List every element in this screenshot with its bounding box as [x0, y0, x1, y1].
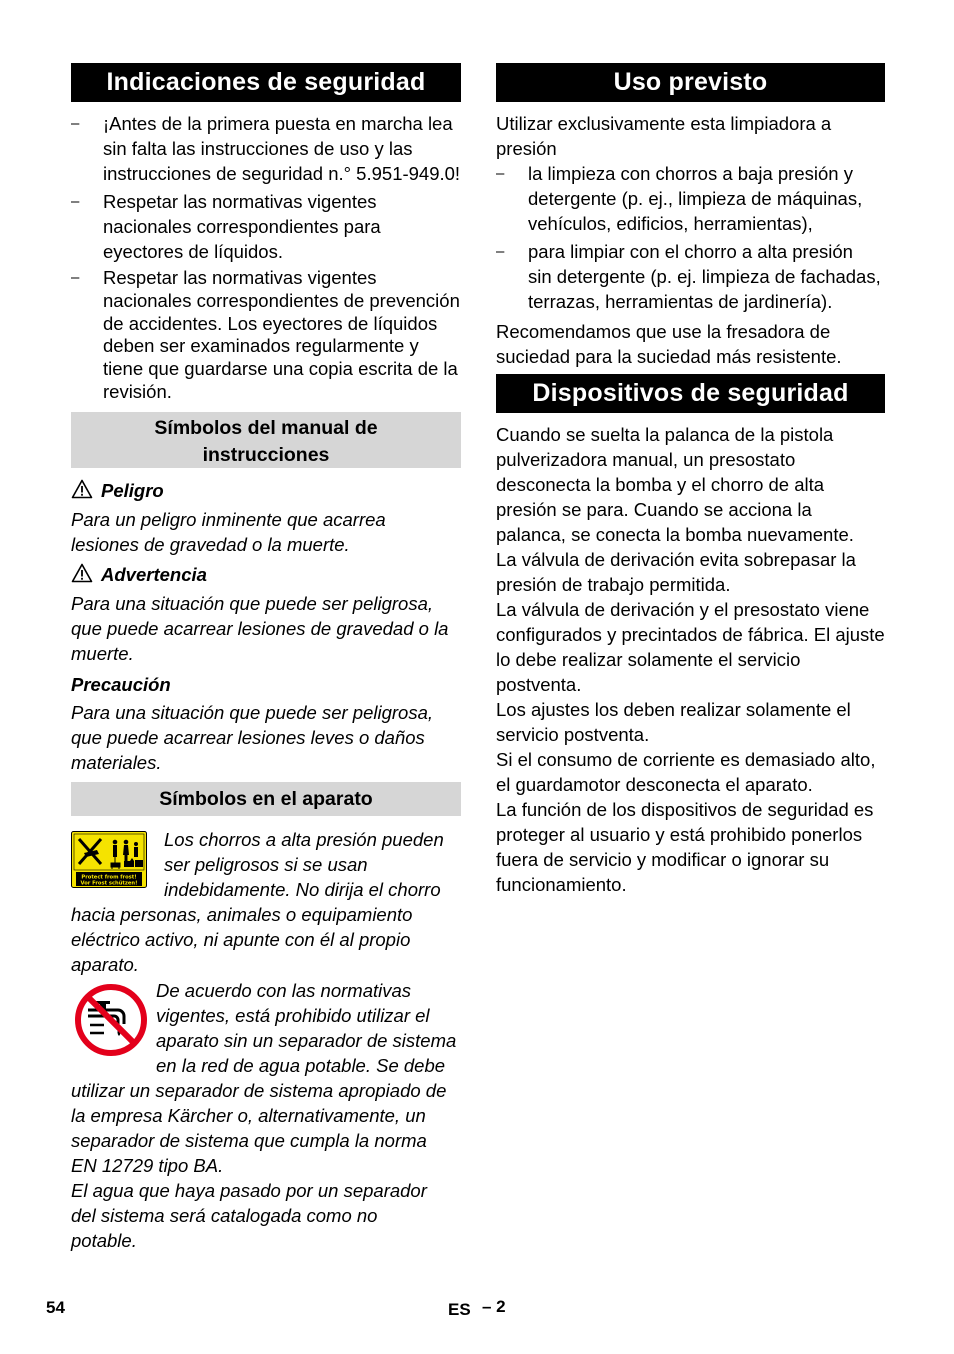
no-drinking-water-icon	[74, 983, 148, 1057]
symbols-device-heading: Símbolos en el aparato	[71, 782, 461, 816]
paragraph: La válvula de derivación y el presostato viene configurados y precintados de fábrica. El ajuste lo debe realizar solamente el servicio postventa.	[496, 599, 885, 695]
page-number: 54	[46, 1298, 65, 1317]
right-column	[496, 63, 885, 897]
list-item: – la limpieza con chorros a baja presión y detergente (p. ej., limpieza de máquinas, vehículos, edificios, herramientas),	[496, 161, 885, 236]
caution-text: Para una situación que puede ser peligrosa, que puede acarrear lesiones leves o daños materiales.	[71, 701, 434, 773]
danger-text: Para un peligro inminente que acarrea lesiones de gravedad o la muerte.	[71, 508, 386, 555]
recommendation-text: Recomendamos que use la fresadora de suciedad para la suciedad más resistente.	[496, 321, 842, 367]
warning-text: Para una situación que puede ser peligrosa, que puede acarrear lesiones de gravedad o la muerte.	[71, 592, 449, 664]
safety-devices-heading: Dispositivos de seguridad	[496, 374, 885, 413]
warning-triangle-icon	[71, 479, 93, 499]
list-item: – Respetar las normativas vigentes nacionales correspondientes de prevención de accidentes. Los eyectores de líquidos deben ser examinados regularmente y tiene que guardarse una copia escrita de la revisión.	[71, 267, 461, 404]
danger-block	[71, 478, 461, 557]
danger-title-line	[71, 478, 461, 503]
safety-list	[71, 111, 461, 404]
separator-text: De acuerdo con las normativas vigentes, está prohibido utilizar el aparato sin un separador de sistema en la red de agua potable. Se debe utilizar un separador de sistema apropiado de la empresa Kärcher o, alternativamente, un separador de sistema que cumpla la norma EN 12729 tipo BA.	[71, 979, 457, 1176]
intended-use-list	[496, 161, 885, 314]
caution-block	[71, 672, 461, 775]
section-page-label: – 2	[482, 1297, 506, 1316]
frost-label-icon	[71, 831, 147, 888]
list-item: – ¡Antes de la primera puesta en marcha lea sin falta las instrucciones de uso y las instrucciones de seguridad n.° 5.951-949.0!	[71, 111, 461, 186]
label-line1: Protect from frost!	[81, 874, 137, 881]
warning-triangle-icon	[71, 563, 93, 583]
safety-devices-body	[496, 422, 885, 897]
warning-block	[71, 562, 461, 666]
list-item: – para limpiar con el chorro a alta presión sin detergente (p. ej. limpieza de fachadas, terrazas, herramientas de jardinería).	[496, 239, 885, 314]
caution-title: Precaución	[71, 673, 171, 695]
left-column	[71, 63, 461, 1253]
language-code: ES	[448, 1300, 471, 1319]
paragraph: Los ajustes los deben realizar solamente el servicio postventa.	[496, 699, 851, 745]
symbols-manual-heading: Símbolos del manual de instrucciones	[71, 412, 461, 468]
paragraph: La válvula de derivación evita sobrepasar la presión de trabajo permitida.	[496, 549, 856, 595]
list-item: – Respetar las normativas vigentes nacionales correspondientes para eyectores de líquidos.	[71, 189, 461, 264]
water-text: El agua que haya pasado por un separador del sistema será catalogada como no potable.	[71, 1179, 427, 1251]
device-symbols-body	[71, 827, 461, 1253]
warning-title: Advertencia	[101, 563, 207, 585]
safety-heading: Indicaciones de seguridad	[71, 63, 461, 102]
jet-warning-text: Los chorros a alta presión pueden ser peligrosos si se usan indebidamente. No dirija el chorro hacia personas, animales o equipamiento eléctrico activo, ni apunte con él al propio aparato.	[71, 828, 444, 975]
paragraph: Si el consumo de corriente es demasiado alto, el guardamotor desconecta el aparato.	[496, 749, 876, 795]
paragraph: La función de los dispositivos de seguridad es proteger al usuario y está prohibido ponerlos fuera de servicio y modificar o ignorar su funcionamiento.	[496, 799, 874, 895]
intended-use-heading: Uso previsto	[496, 63, 885, 102]
intended-use-intro: Utilizar exclusivamente esta limpiadora a presión	[496, 113, 832, 159]
label-line2: Vor Frost schützen!	[80, 880, 138, 887]
danger-title: Peligro	[101, 479, 164, 501]
paragraph: Cuando se suelta la palanca de la pistola pulverizadora manual, un presostato desconecta la bomba y el chorro de alta presión se para. Cuando se acciona la palanca, se conecta la bomba nuevamente.	[496, 424, 854, 545]
warning-title-line	[71, 562, 461, 587]
